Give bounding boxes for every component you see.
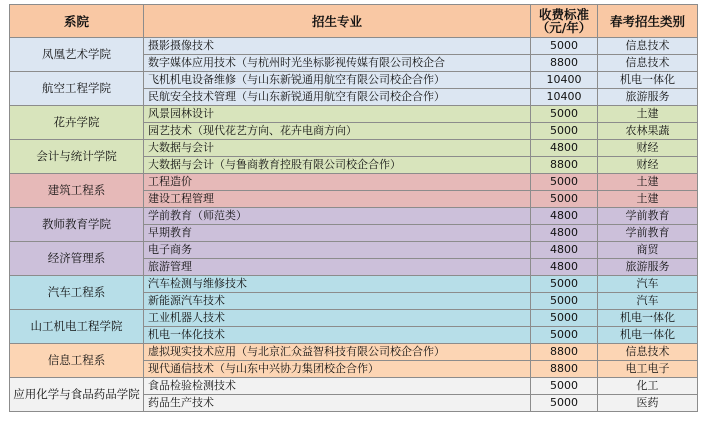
table-row xyxy=(10,38,698,55)
fee-cell: 8800 xyxy=(531,361,598,378)
major-cell: 学前教育（师范类） xyxy=(144,208,531,225)
major-cell: 早期教育 xyxy=(144,225,531,242)
college-cell: 汽车工程系 xyxy=(10,276,144,310)
category-cell: 土建 xyxy=(598,191,698,208)
fee-cell: 10400 xyxy=(531,89,598,106)
category-cell: 旅游服务 xyxy=(598,259,698,276)
table-row xyxy=(10,208,698,225)
table-row xyxy=(10,344,698,361)
major-cell: 园艺技术（现代花艺方向、花卉电商方向） xyxy=(144,123,531,140)
category-cell: 信息技术 xyxy=(598,344,698,361)
fee-cell: 5000 xyxy=(531,123,598,140)
header-major: 招生专业 xyxy=(144,5,531,38)
category-cell: 商贸 xyxy=(598,242,698,259)
header-row xyxy=(10,5,698,38)
major-cell: 工业机器人技术 xyxy=(144,310,531,327)
college-cell: 凤凰艺术学院 xyxy=(10,38,144,72)
category-cell: 电工电子 xyxy=(598,361,698,378)
table-row xyxy=(10,310,698,327)
major-cell: 电子商务 xyxy=(144,242,531,259)
category-cell: 信息技术 xyxy=(598,38,698,55)
table-row xyxy=(10,276,698,293)
fee-cell: 5000 xyxy=(531,106,598,123)
fee-cell: 5000 xyxy=(531,327,598,344)
fee-cell: 4800 xyxy=(531,208,598,225)
major-cell: 摄影摄像技术 xyxy=(144,38,531,55)
category-cell: 财经 xyxy=(598,157,698,174)
header-college: 系院 xyxy=(10,5,144,38)
fee-cell: 5000 xyxy=(531,395,598,412)
major-cell: 大数据与会计 xyxy=(144,140,531,157)
header-fee: 收费标准 （元/年） xyxy=(531,5,598,38)
fee-cell: 5000 xyxy=(531,174,598,191)
college-cell: 会计与统计学院 xyxy=(10,140,144,174)
fee-cell: 5000 xyxy=(531,276,598,293)
category-cell: 土建 xyxy=(598,106,698,123)
major-cell: 虚拟现实技术应用（与北京汇众益智科技有限公司校企合作） xyxy=(144,344,531,361)
major-cell: 汽车检测与维修技术 xyxy=(144,276,531,293)
category-cell: 学前教育 xyxy=(598,208,698,225)
table-row xyxy=(10,242,698,259)
major-cell: 现代通信技术（与山东中兴协力集团校企合作） xyxy=(144,361,531,378)
college-cell: 信息工程系 xyxy=(10,344,144,378)
fee-cell: 5000 xyxy=(531,310,598,327)
fee-cell: 4800 xyxy=(531,140,598,157)
major-cell: 旅游管理 xyxy=(144,259,531,276)
header-category: 春考招生类别 xyxy=(598,5,698,38)
major-cell: 食品检验检测技术 xyxy=(144,378,531,395)
admissions-table xyxy=(9,4,698,412)
table-row xyxy=(10,140,698,157)
category-cell: 汽车 xyxy=(598,276,698,293)
major-cell: 风景园林设计 xyxy=(144,106,531,123)
fee-cell: 10400 xyxy=(531,72,598,89)
college-cell: 航空工程学院 xyxy=(10,72,144,106)
category-cell: 机电一体化 xyxy=(598,327,698,344)
major-cell: 机电一体化技术 xyxy=(144,327,531,344)
fee-cell: 4800 xyxy=(531,259,598,276)
table-row xyxy=(10,378,698,395)
table-body xyxy=(10,38,698,412)
category-cell: 机电一体化 xyxy=(598,310,698,327)
major-cell: 数字媒体应用技术（与杭州时光坐标影视传媒有限公司校企合 xyxy=(144,55,531,72)
fee-cell: 5000 xyxy=(531,293,598,310)
fee-cell: 8800 xyxy=(531,157,598,174)
college-cell: 应用化学与食品药品学院 xyxy=(10,378,144,412)
major-cell: 新能源汽车技术 xyxy=(144,293,531,310)
table-row xyxy=(10,106,698,123)
college-cell: 建筑工程系 xyxy=(10,174,144,208)
college-cell: 经济管理系 xyxy=(10,242,144,276)
category-cell: 医药 xyxy=(598,395,698,412)
college-cell: 山工机电工程学院 xyxy=(10,310,144,344)
category-cell: 土建 xyxy=(598,174,698,191)
fee-cell: 4800 xyxy=(531,242,598,259)
fee-cell: 5000 xyxy=(531,191,598,208)
fee-cell: 8800 xyxy=(531,344,598,361)
major-cell: 民航安全技术管理（与山东新锐通用航空有限公司校企合作） xyxy=(144,89,531,106)
major-cell: 药品生产技术 xyxy=(144,395,531,412)
college-cell: 教师教育学院 xyxy=(10,208,144,242)
category-cell: 化工 xyxy=(598,378,698,395)
major-cell: 建设工程管理 xyxy=(144,191,531,208)
major-cell: 大数据与会计（与鲁商教育控股有限公司校企合作） xyxy=(144,157,531,174)
major-cell: 工程造价 xyxy=(144,174,531,191)
fee-cell: 5000 xyxy=(531,378,598,395)
major-cell: 飞机机电设备维修（与山东新锐通用航空有限公司校企合作） xyxy=(144,72,531,89)
category-cell: 旅游服务 xyxy=(598,89,698,106)
fee-cell: 4800 xyxy=(531,225,598,242)
category-cell: 汽车 xyxy=(598,293,698,310)
fee-cell: 8800 xyxy=(531,55,598,72)
table-row xyxy=(10,72,698,89)
category-cell: 学前教育 xyxy=(598,225,698,242)
category-cell: 农林果蔬 xyxy=(598,123,698,140)
fee-cell: 5000 xyxy=(531,38,598,55)
admissions-table-wrapper xyxy=(9,4,698,412)
category-cell: 财经 xyxy=(598,140,698,157)
category-cell: 信息技术 xyxy=(598,55,698,72)
table-row xyxy=(10,174,698,191)
category-cell: 机电一体化 xyxy=(598,72,698,89)
college-cell: 花卉学院 xyxy=(10,106,144,140)
